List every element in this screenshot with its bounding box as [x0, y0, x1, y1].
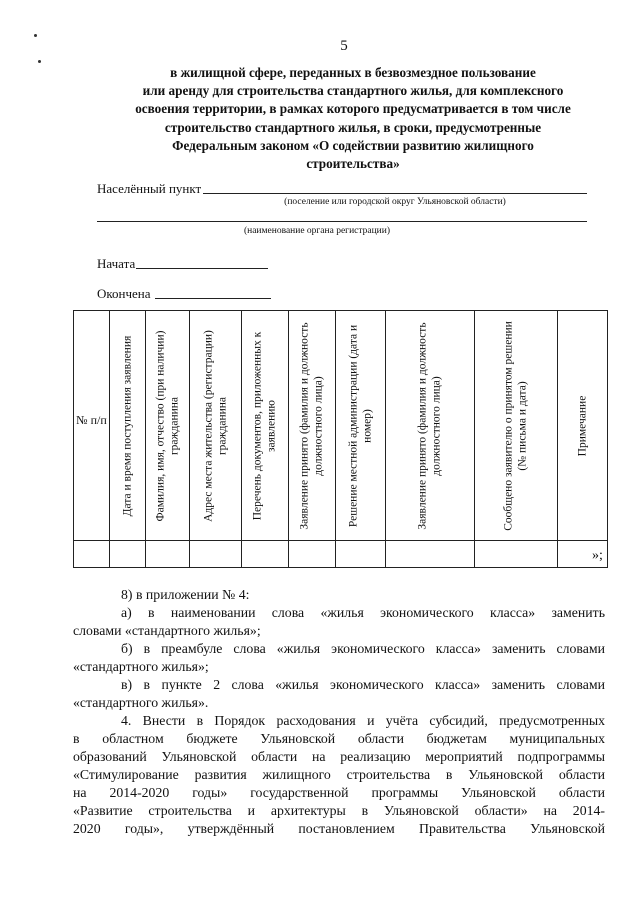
table-cell — [289, 541, 336, 568]
registration-line — [97, 221, 587, 222]
section-4-line: на 2014-2020 годы» государственной программы Ульяновской области — [73, 785, 605, 800]
header-cell — [336, 311, 386, 541]
registration-table — [73, 310, 608, 568]
column-header: Дата и время поступления заявления — [120, 335, 133, 516]
header-cell — [475, 311, 558, 541]
table-cell — [336, 541, 386, 568]
column-header: Адрес места жительства (регистрации) гражданина — [202, 329, 228, 522]
settlement-caption: (поселение или городской округ Ульяновской области) — [284, 197, 506, 207]
header-cell — [74, 311, 110, 541]
amendment-c-line2: «стандартного жилья». — [73, 695, 209, 710]
table-cell — [190, 541, 242, 568]
amendment-c-line1: в) в пункте 2 слова «жилья экономического класса» заменить словами — [121, 677, 605, 692]
column-header: Фамилия, имя, отчество (при наличии) гражданина — [154, 330, 180, 521]
header-cell — [190, 311, 242, 541]
header-cell — [146, 311, 190, 541]
amendment-a-line2: словами «стандартного жилья»; — [73, 623, 261, 638]
section-4-line: «Стимулирование развития жилищного строительства в Ульяновской области — [73, 767, 605, 782]
table-cell — [242, 541, 289, 568]
column-header: Перечень документов, приложенных к заявлению — [251, 331, 277, 520]
heading-line: в жилищной сфере, переданных в безвозмездное пользование — [170, 65, 536, 80]
settlement-label: Населённый пункт — [97, 181, 202, 196]
amendment-b-line2: «стандартного жилья»; — [73, 659, 209, 674]
column-header: № п/п — [76, 413, 107, 427]
started-label: Начата — [97, 256, 136, 271]
ended-line — [155, 298, 271, 299]
section-4-line: в областном бюджете Ульяновской области бюджетам муниципальных — [73, 731, 605, 746]
header-cell — [558, 311, 608, 541]
section-4-line: 2020 годы», утверждённый постановлением Правительства Ульяновской — [73, 821, 605, 836]
table-end-mark: »; — [592, 548, 603, 563]
section-4-line: «Развитие строительства и архитектуры в Ульяновской области» на 2014- — [73, 803, 605, 818]
heading-line: освоения территории, в рамках которого предусматривается в том числе — [135, 101, 571, 117]
table-cell — [74, 541, 110, 568]
margin-mark — [38, 60, 41, 63]
heading-line: строительства» — [306, 156, 400, 172]
page-number: 5 — [340, 38, 348, 54]
column-header: Примечание — [575, 395, 588, 456]
page-heading — [118, 64, 588, 173]
section-4-line: 4. Внести в Порядок расходования и учёта субсидий, предусмотренных — [121, 713, 605, 728]
column-header: Заявление принято (фамилия и должность должностного лица) — [416, 321, 442, 530]
registration-caption: (наименование органа регистрации) — [243, 226, 391, 236]
table-cell — [386, 541, 475, 568]
column-header: Сообщено заявителю о принятом решении (№ письма и дата) — [502, 320, 528, 531]
header-cell — [110, 311, 146, 541]
amendment-b-line1: б) в преамбуле слова «жилья экономического класса» заменить словами — [121, 641, 605, 656]
heading-line: Федеральным законом «О содействии развитию жилищного — [172, 137, 534, 153]
margin-mark — [34, 34, 37, 37]
header-cell — [289, 311, 336, 541]
column-header: Заявление принято (фамилия и должность должностного лица) — [298, 321, 324, 530]
column-header: Решение местной администрации (дата и номер) — [347, 324, 373, 527]
ended-label: Окончена — [97, 286, 151, 301]
heading-line: строительство стандартного жилья, в сроки, предусмотренные — [164, 119, 542, 135]
amendment-8: 8) в приложении № 4: — [121, 587, 250, 602]
table-cell — [110, 541, 146, 568]
header-cell — [242, 311, 289, 541]
table-row — [74, 541, 608, 568]
started-line — [136, 268, 268, 269]
heading-line: или аренду для строительства стандартного жилья, для комплексного — [142, 83, 564, 99]
amendment-a-line1: а) в наименовании слова «жилья экономического класса» заменить — [121, 605, 605, 620]
table-cell — [146, 541, 190, 568]
table-cell — [475, 541, 558, 568]
settlement-line — [203, 193, 587, 194]
section-4-line: образований Ульяновской области на реализацию мероприятий подпрограммы — [73, 749, 605, 764]
header-cell — [386, 311, 475, 541]
